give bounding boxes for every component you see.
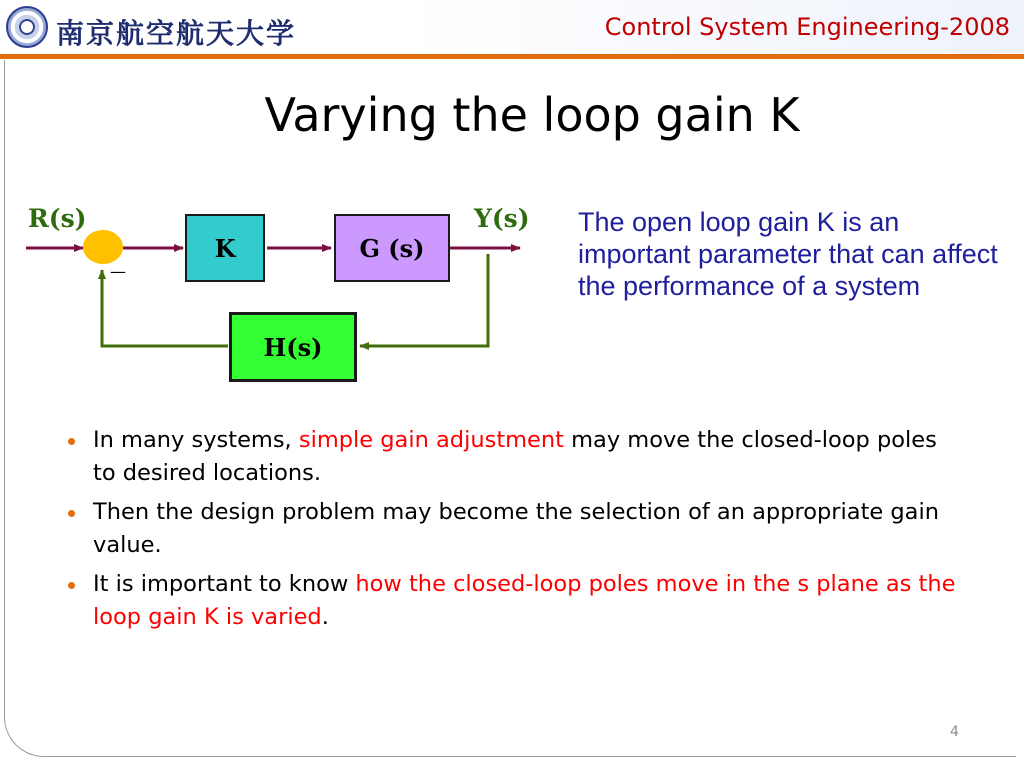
header-divider (0, 54, 1024, 59)
university-seal-icon (6, 6, 48, 48)
bullet-text: It is important to know (93, 571, 356, 597)
slide-frame (4, 60, 1016, 757)
feedback-sign: — (110, 262, 126, 281)
input-signal-label: R(s) (28, 204, 87, 233)
page-number: 4 (950, 724, 959, 740)
gain-block (185, 214, 265, 282)
feedback-block (229, 312, 357, 382)
gain-block-label: K (214, 233, 236, 263)
bullet-highlight: how the closed-loop poles move in the s plane as the loop gain K is varied (93, 571, 956, 630)
summing-junction (83, 230, 123, 264)
bullet-highlight: simple gain adjustment (298, 427, 564, 453)
gain-description: The open loop gain K is an important parameter that can affect the performance of a system (578, 207, 998, 301)
output-signal-label: Y(s) (474, 204, 530, 233)
bullet-item (62, 568, 962, 634)
plant-block-label: G (s) (359, 233, 425, 263)
bullet-dot-icon (68, 582, 75, 589)
bullet-text: Then the design problem may become the selection of an appropriate gain value. (93, 499, 939, 558)
bullet-item (62, 496, 962, 562)
block-diagram (0, 190, 560, 390)
bullet-item (62, 424, 962, 490)
bullet-text-end: may move the closed-loop poles to desired locations. (93, 427, 937, 486)
plant-block (334, 214, 450, 282)
bullet-text: In many systems, (93, 427, 299, 453)
university-logo-text: 南京航空航天大学 (56, 17, 297, 50)
course-title: Control System Engineering-2008 (604, 13, 1010, 41)
header-bar (0, 0, 1024, 56)
bullet-text-end: . (321, 604, 329, 630)
bullet-list (62, 424, 962, 640)
bullet-dot-icon (68, 438, 75, 445)
feedback-block-label: H(s) (263, 332, 323, 362)
bullet-dot-icon (68, 510, 75, 517)
slide-title: Varying the loop gain K (264, 88, 800, 142)
